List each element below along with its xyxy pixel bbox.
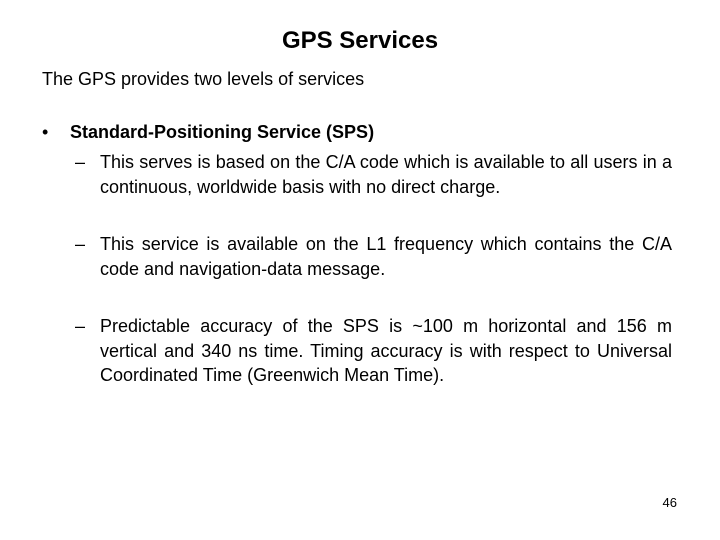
intro-text: The GPS provides two levels of services: [42, 69, 365, 89]
dash-marker: –: [75, 234, 86, 254]
bullet-marker: •: [42, 122, 49, 142]
sub-item-text: This serves is based on the C/A code which is available to all users in a continuous, worldwide basis with no direct charge.: [100, 152, 672, 197]
dash-marker: –: [75, 316, 86, 336]
dash-marker: –: [75, 152, 86, 172]
bullet-heading: Standard-Positioning Service (SPS): [70, 122, 375, 142]
sub-item: [75, 150, 672, 199]
slide-title: GPS Services: [281, 27, 439, 54]
sub-item-text: Predictable accuracy of the SPS is ~100 m horizontal and 156 m vertical and 340 ns time. Timing accuracy is with respect to Universal Coordinated Time (Greenwich Mean Time).: [100, 316, 672, 385]
sub-item: [75, 232, 672, 281]
sub-item: [75, 314, 672, 388]
page-number: 46: [662, 495, 677, 510]
bullet-item: [42, 120, 374, 144]
sub-item-text: This service is available on the L1 frequency which contains the C/A code and navigation-data message.: [100, 234, 672, 279]
